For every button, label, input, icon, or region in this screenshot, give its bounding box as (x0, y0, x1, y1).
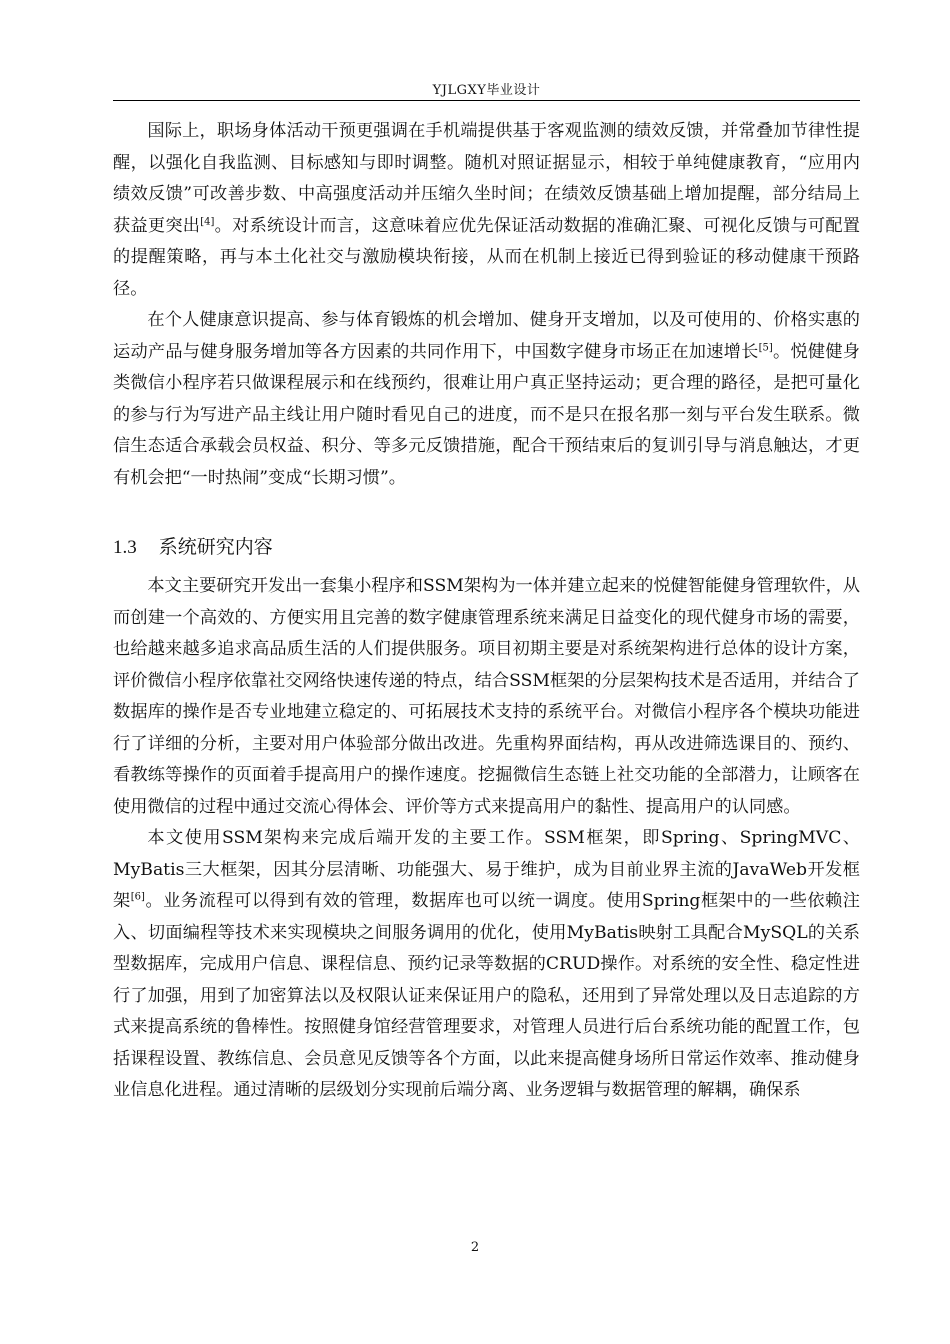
paragraph-text: 。对系统设计而言，这意味着应优先保证活动数据的准确汇聚、可视化反馈与可配置的提醒策略，再与本土化社交与激励模块衔接，从而在机制上接近已得到验证的移动健康干预路径。 (113, 215, 860, 299)
paragraph (113, 571, 860, 823)
running-header: YJLGXY毕业设计 (432, 83, 541, 98)
paragraph-text: 。业务流程可以得到有效的管理，数据库也可以统一调度。使用Spring框架中的一些依赖注入、切面编程等技术来实现模块之间服务调用的优化，使用MyBatis映射工具配合MySQL的关系型数据库，完成用户信息、课程信息、预约记录等数据的CRUD操作。对系统的安全性、稳定性进行了加强，用到了加密算法以及权限认证来保证用户的隐私，还用到了异常处理以及日志追踪的方式来提高系统的鲁棒性。按照健身馆经营管理要求，对管理人员进行后台系统功能的配置工作，包括课程设置、教练信息、会员意见反馈等各个方面，以此来提高健身场所日常运作效率、推动健身业信息化进程。通过清晰的层级划分实现前后端分离、业务逻辑与数据管理的解耦，确保系 (113, 891, 860, 1100)
citation: [5] (758, 341, 773, 353)
citation: [6] (130, 891, 145, 903)
header-rule (113, 100, 860, 101)
paragraph (113, 116, 860, 305)
section-title: 系统研究内容 (158, 536, 273, 558)
paragraph-text: 国际上，职场身体活动干预更强调在手机端提供基于客观监测的绩效反馈，并常叠加节律性提醒，以强化自我监测、目标感知与即时调整。随机对照证据显示，相较于单纯健康教育，“应用内绩效反馈”可改善步数、中高强度活动并压缩久坐时间；在绩效反馈基础上增加提醒，部分结局上获益更突出 (113, 121, 860, 236)
paragraph-text: 本文使用SSM架构来完成后端开发的主要工作。SSM框架，即Spring、SpringMVC、MyBatis三大框架，因其分层清晰、功能强大、易于维护，成为目前业界主流的JavaWeb开发框架 (113, 828, 860, 911)
page-number: 2 (470, 1240, 480, 1255)
section-number: 1.3 (113, 537, 137, 558)
paragraph-text: 在个人健康意识提高、参与体育锻炼的机会增加、健身开支增加，以及可使用的、价格实惠的运动产品与健身服务增加等各方因素的共同作用下，中国数字健身市场正在加速增长 (113, 310, 860, 362)
citation: [4] (200, 215, 215, 227)
paragraph (113, 305, 860, 494)
paragraph (113, 823, 860, 1107)
section-heading (113, 532, 860, 559)
paragraph-text: 本文主要研究开发出一套集小程序和SSM架构为一体并建立起来的悦健智能健身管理软件，从而创建一个高效的、方便实用且完善的数字健康管理系统来满足日益变化的现代健身市场的需要，也给越来越多追求高品质生活的人们提供服务。项目初期主要是对系统架构进行总体的设计方案，评价微信小程序依靠社交网络快速传递的特点，结合SSM框架的分层架构技术是否适用，并结合了数据库的操作是否专业地建立稳定的、可拓展技术支持的系统平台。对微信小程序各个模块功能进行了详细的分析，主要对用户体验部分做出改进。先重构界面结构，再从改进筛选课目的、预约、看教练等操作的页面着手提高用户的操作速度。挖掘微信生态链上社交功能的全部潜力，让顾客在使用微信的过程中通过交流心得体会、评价等方式来提高用户的黏性、提高用户的认同感。 (113, 576, 860, 817)
body-text (113, 116, 860, 1107)
paragraph-text: 。悦健健身类微信小程序若只做课程展示和在线预约，很难让用户真正坚持运动；更合理的路径，是把可量化的参与行为写进产品主线让用户随时看见自己的进度，而不是只在报名那一刻与平台发生联系。微信生态适合承载会员权益、积分、等多元反馈措施，配合干预结束后的复训引导与消息触达，才更有机会把“一时热闹”变成“长期习惯”。 (113, 341, 860, 488)
